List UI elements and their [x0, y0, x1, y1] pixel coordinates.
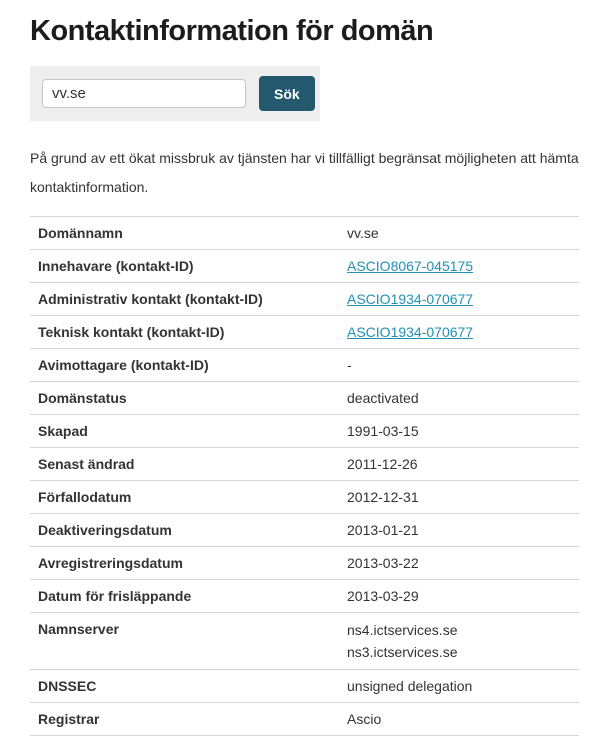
- row-value: deactivated: [347, 390, 419, 406]
- row-value: 1991-03-15: [347, 423, 419, 439]
- table-row: [30, 217, 579, 250]
- table-row: [30, 415, 579, 448]
- table-row: [30, 514, 579, 547]
- table-row: [30, 349, 579, 382]
- row-label: Administrativ kontakt (kontakt-ID): [38, 291, 263, 307]
- table-row: [30, 382, 579, 415]
- nameserver-line: ns4.ictservices.se: [347, 622, 458, 638]
- row-value: [347, 289, 571, 309]
- abuse-notice: På grund av ett ökat missbruk av tjänsten har vi tillfälligt begränsat möjligheten att hämta kontaktinformation.: [30, 150, 579, 195]
- table-row: [30, 670, 579, 703]
- row-label: Förfallodatum: [38, 489, 132, 505]
- table-row: [30, 547, 579, 580]
- row-value: [347, 256, 571, 276]
- nameserver-line: ns3.ictservices.se: [347, 644, 458, 660]
- row-label: Domännamn: [38, 225, 123, 241]
- domain-search-input[interactable]: [42, 79, 246, 108]
- row-value: 2013-03-29: [347, 588, 419, 604]
- search-button[interactable]: Sök: [259, 76, 315, 111]
- contact-id-link[interactable]: ASCIO8067-045175: [347, 258, 474, 274]
- row-value: -: [347, 357, 352, 373]
- row-label: Innehavare (kontakt-ID): [38, 258, 194, 274]
- row-value: [347, 322, 571, 342]
- contact-id-link[interactable]: ASCIO1934-070677: [347, 291, 474, 307]
- row-value: 2011-12-26: [347, 456, 418, 472]
- table-row: [30, 613, 579, 670]
- row-label: Namnserver: [38, 621, 119, 637]
- page-title: Kontaktinformation för domän: [30, 15, 434, 47]
- row-value: unsigned delegation: [347, 678, 473, 694]
- whois-page: [0, 14, 609, 736]
- row-value: [347, 619, 571, 663]
- row-value: 2013-03-22: [347, 555, 419, 571]
- row-label: DNSSEC: [38, 678, 97, 694]
- table-row: [30, 448, 579, 481]
- row-value: vv.se: [347, 225, 379, 241]
- row-value: Ascio: [347, 711, 382, 727]
- table-row: [30, 250, 579, 283]
- row-label: Senast ändrad: [38, 456, 135, 472]
- table-row: [30, 283, 579, 316]
- row-label: Datum för frisläppande: [38, 588, 192, 604]
- contact-id-link[interactable]: ASCIO1934-070677: [347, 324, 474, 340]
- domain-info-table: [30, 216, 579, 736]
- row-label: Avimottagare (kontakt-ID): [38, 357, 209, 373]
- row-value: 2013-01-21: [347, 522, 419, 538]
- row-label: Registrar: [38, 711, 100, 727]
- row-label: Domänstatus: [38, 390, 127, 406]
- row-value: 2012-12-31: [347, 489, 419, 505]
- table-row: [30, 481, 579, 514]
- domain-search-form: [30, 66, 320, 121]
- table-row: [30, 316, 579, 349]
- table-row: [30, 703, 579, 736]
- table-row: [30, 580, 579, 613]
- row-label: Skapad: [38, 423, 88, 439]
- row-label: Avregistreringsdatum: [38, 555, 183, 571]
- row-label: Deaktiveringsdatum: [38, 522, 172, 538]
- row-label: Teknisk kontakt (kontakt-ID): [38, 324, 225, 340]
